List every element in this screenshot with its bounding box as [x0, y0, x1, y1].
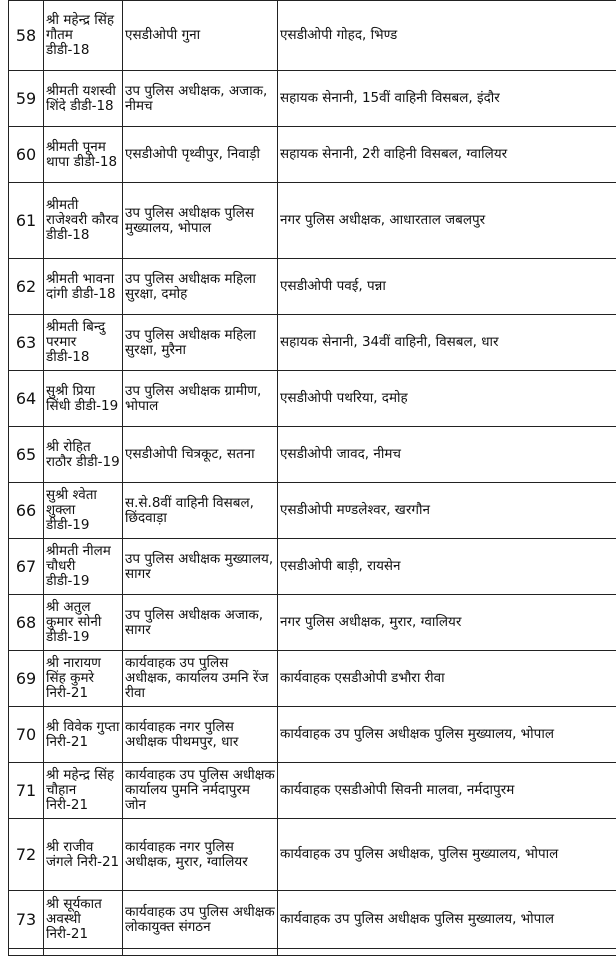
current-posting: कार्यवाहक उप पुलिस अधीक्षक, कार्यालय उमनि रेंज रीवा — [123, 651, 278, 707]
new-posting: कार्यवाहक एसडीओपी डभौरा रीवा — [278, 651, 616, 707]
current-posting: उप पुलिस अधीक्षक ग्रामीण, भोपाल — [123, 371, 278, 427]
empty-cell — [44, 949, 123, 956]
new-posting: कार्यवाहक उप पुलिस अधीक्षक पुलिस मुख्यालय, भोपाल — [278, 891, 616, 949]
current-posting: उप पुलिस अधीक्षक, अजाक, नीमच — [123, 71, 278, 127]
current-posting: उप पुलिस अधीक्षक मुख्यालय, सागर — [123, 539, 278, 595]
table-row — [9, 183, 616, 259]
table-row — [9, 595, 616, 651]
officer-name: श्री सूर्यकात अवस्थी निरी-21 — [44, 891, 123, 949]
current-posting: कार्यवाहक उप पुलिस अधीक्षक कार्यालय पुमनि नर्मदापुरम जोन — [123, 763, 278, 819]
officer-name: श्री अतुल कुमार सोनी डीडी-19 — [44, 595, 123, 651]
row-number: 66 — [9, 483, 44, 539]
new-posting: नगर पुलिस अधीक्षक, मुरार, ग्वालियर — [278, 595, 616, 651]
new-posting: कार्यवाहक उप पुलिस अधीक्षक, पुलिस मुख्यालय, भोपाल — [278, 819, 616, 891]
row-number: 65 — [9, 427, 44, 483]
row-number: 69 — [9, 651, 44, 707]
empty-cell — [123, 949, 278, 956]
table-row — [9, 1, 616, 71]
current-posting: कार्यवाहक उप पुलिस अधीक्षक लोकायुक्त संगठन — [123, 891, 278, 949]
row-number: 63 — [9, 315, 44, 371]
officer-name: श्री राजीव जंगले निरी-21 — [44, 819, 123, 891]
new-posting: कार्यवाहक एसडीओपी सिवनी मालवा, नर्मदापुरम — [278, 763, 616, 819]
new-posting: एसडीओपी जावद, नीमच — [278, 427, 616, 483]
row-number: 71 — [9, 763, 44, 819]
next-row-edge — [9, 949, 616, 956]
row-number: 68 — [9, 595, 44, 651]
empty-cell — [278, 949, 616, 956]
current-posting: कार्यवाहक नगर पुलिस अधीक्षक पीथमपुर, धार — [123, 707, 278, 763]
table-row — [9, 371, 616, 427]
officer-name: श्रीमती नीलम चौधरी डीडी-19 — [44, 539, 123, 595]
table-row — [9, 819, 616, 891]
table-row — [9, 651, 616, 707]
current-posting: एसडीओपी पृथ्वीपुर, निवाड़ी — [123, 127, 278, 183]
current-posting: उप पुलिस अधीक्षक महिला सुरक्षा, मुरैना — [123, 315, 278, 371]
officer-name: श्री विवेक गुप्ता निरी-21 — [44, 707, 123, 763]
new-posting: कार्यवाहक उप पुलिस अधीक्षक पुलिस मुख्यालय, भोपाल — [278, 707, 616, 763]
table-row — [9, 483, 616, 539]
officer-name: श्रीमती भावना दांगी डीडी-18 — [44, 259, 123, 315]
row-number: 70 — [9, 707, 44, 763]
officer-name: सुश्री प्रिया सिंधी डीडी-19 — [44, 371, 123, 427]
table-row — [9, 891, 616, 949]
officer-name: श्री महेन्द्र सिंह चौहान निरी-21 — [44, 763, 123, 819]
officer-name: श्रीमती यशस्वी शिंदे डीडी-18 — [44, 71, 123, 127]
officer-name: श्रीमती बिन्दु परमार डीडी-18 — [44, 315, 123, 371]
current-posting: कार्यवाहक नगर पुलिस अधीक्षक, मुरार, ग्वालियर — [123, 819, 278, 891]
current-posting: एसडीओपी चित्रकूट, सतना — [123, 427, 278, 483]
current-posting: उप पुलिस अधीक्षक पुलिस मुख्यालय, भोपाल — [123, 183, 278, 259]
current-posting: स.से.8वीं वाहिनी विसबल, छिंदवाड़ा — [123, 483, 278, 539]
new-posting: सहायक सेनानी, 15वीं वाहिनी विसबल, इंदौर — [278, 71, 616, 127]
officer-name: श्रीमती पूनम थापा डीडी-18 — [44, 127, 123, 183]
row-number: 58 — [9, 1, 44, 71]
officer-name: श्री महेन्द्र सिंह गौतम डीडी-18 — [44, 1, 123, 71]
row-number: 67 — [9, 539, 44, 595]
new-posting: एसडीओपी पथरिया, दमोह — [278, 371, 616, 427]
current-posting: एसडीओपी गुना — [123, 1, 278, 71]
current-posting: उप पुलिस अधीक्षक अजाक, सागर — [123, 595, 278, 651]
row-number: 73 — [9, 891, 44, 949]
new-posting: सहायक सेनानी, 2री वाहिनी विसबल, ग्वालियर — [278, 127, 616, 183]
row-number: 64 — [9, 371, 44, 427]
empty-cell — [9, 949, 44, 956]
officer-name: श्री नारायण सिंह कुमरे निरी-21 — [44, 651, 123, 707]
new-posting: एसडीओपी मण्डलेश्वर, खरगौन — [278, 483, 616, 539]
new-posting: सहायक सेनानी, 34वीं वाहिनी, विसबल, धार — [278, 315, 616, 371]
row-number: 72 — [9, 819, 44, 891]
row-number: 62 — [9, 259, 44, 315]
table-row — [9, 763, 616, 819]
officer-name: श्री रोहित राठौर डीडी-19 — [44, 427, 123, 483]
new-posting: नगर पुलिस अधीक्षक, आधारताल जबलपुर — [278, 183, 616, 259]
table-row — [9, 259, 616, 315]
row-number: 59 — [9, 71, 44, 127]
table-row — [9, 71, 616, 127]
new-posting: एसडीओपी पवई, पन्ना — [278, 259, 616, 315]
table-row — [9, 315, 616, 371]
officer-name: श्रीमती राजेश्वरी कौरव डीडी-18 — [44, 183, 123, 259]
table-row — [9, 539, 616, 595]
table-row — [9, 427, 616, 483]
officer-name: सुश्री श्वेता शुक्ला डीडी-19 — [44, 483, 123, 539]
new-posting: एसडीओपी गोहद, भिण्ड — [278, 1, 616, 71]
transfer-table — [8, 0, 616, 956]
new-posting: एसडीओपी बाड़ी, रायसेन — [278, 539, 616, 595]
current-posting: उप पुलिस अधीक्षक महिला सुरक्षा, दमोह — [123, 259, 278, 315]
table-row — [9, 707, 616, 763]
row-number: 61 — [9, 183, 44, 259]
table-row — [9, 127, 616, 183]
row-number: 60 — [9, 127, 44, 183]
